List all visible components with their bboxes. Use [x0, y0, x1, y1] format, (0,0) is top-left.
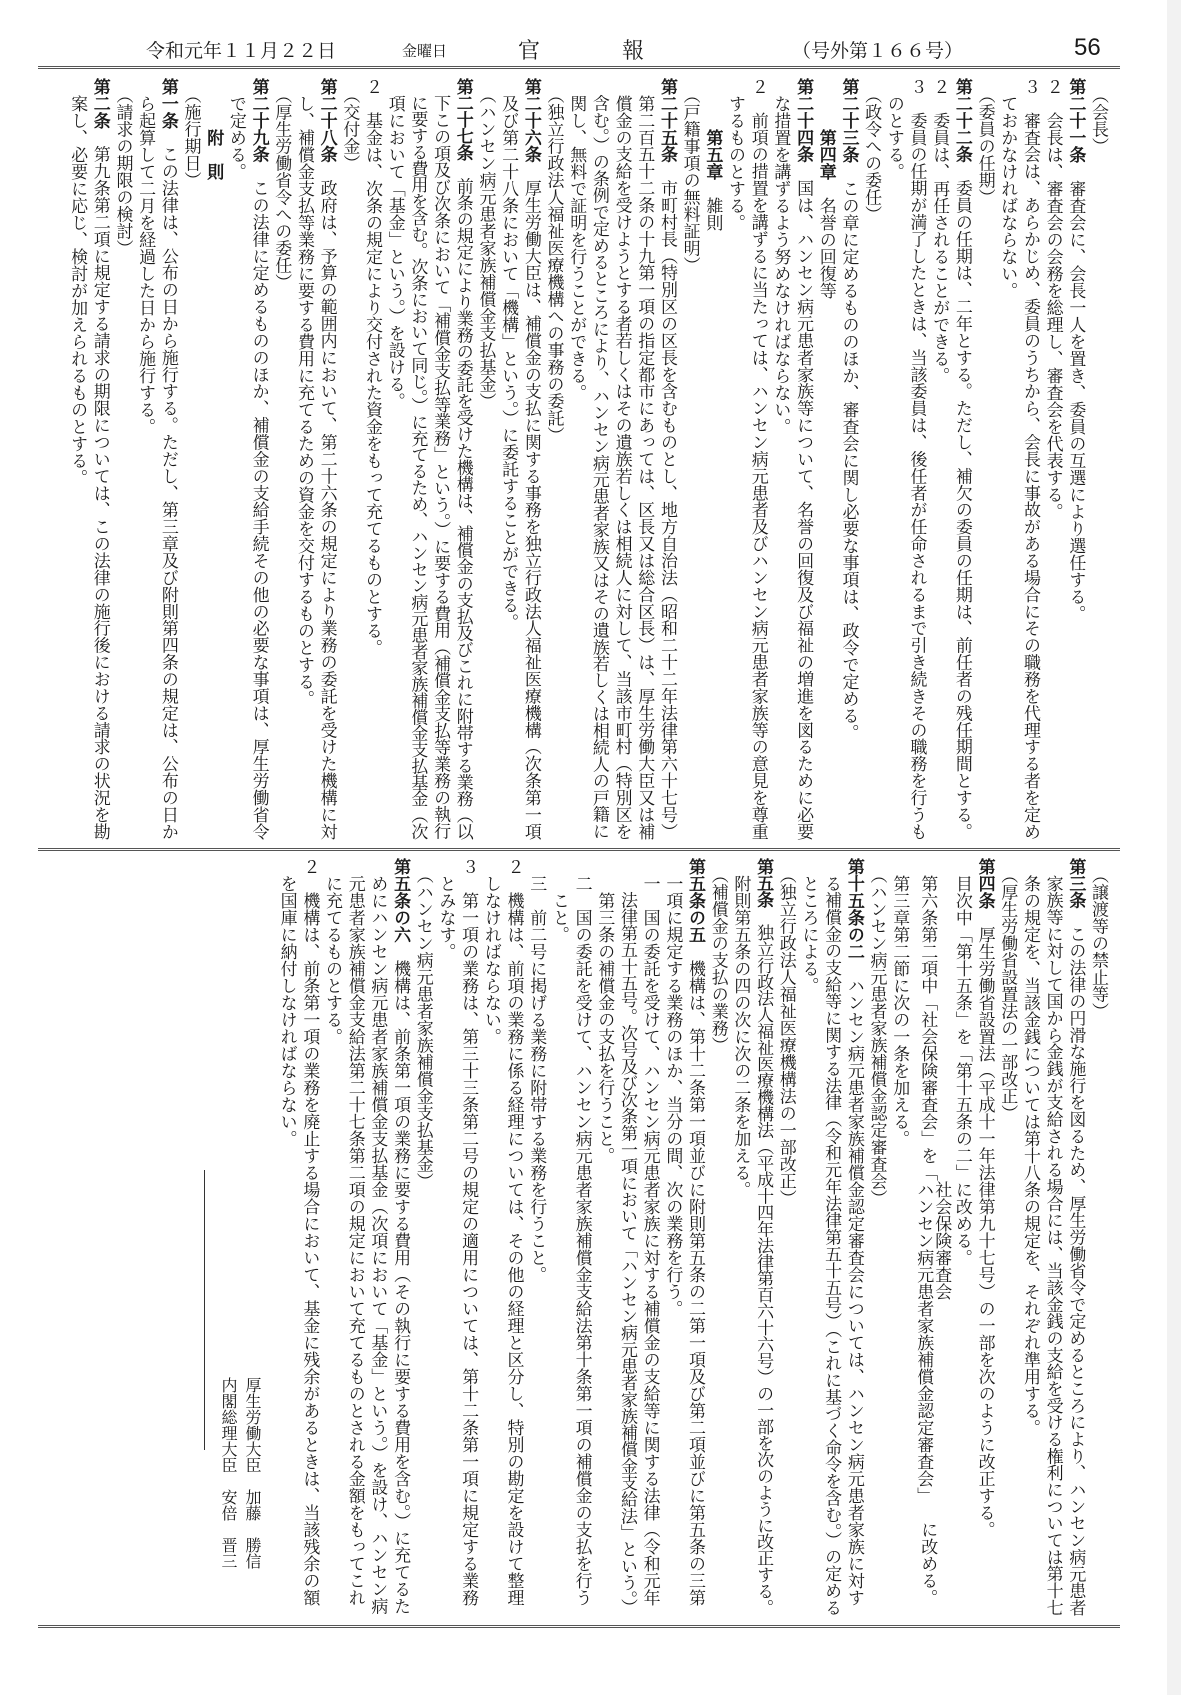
issue-number: （号外第１６６号）	[792, 40, 964, 62]
text-line	[406, 78, 429, 842]
line-text: る補償金の支給等に関する法律（令和元年法律第五十五号）（これに基づく命令を含む。）の定める	[821, 858, 842, 1616]
line-text: （厚生労働省設置法の一部改正）	[997, 858, 1018, 1122]
article-heading: 第二十八条	[316, 78, 337, 163]
text-line	[456, 858, 479, 1618]
line-text: 目次中「第十五条」を「第十五条の二」に改める。	[951, 858, 972, 1266]
article-heading: 第五章	[702, 78, 723, 180]
text-line	[905, 78, 928, 842]
text-line	[320, 858, 343, 1618]
article-heading: 第二十二条	[951, 78, 972, 163]
text-line	[1086, 858, 1109, 1618]
issue-date: 令和元年１１月２２日	[146, 40, 337, 62]
line-text: 二 国の委託を受けて、ハンセン病元患者家族補償金支給法第十条第一項の補償金の支払を行う	[571, 858, 592, 1606]
line-text: 一 国の委託を受けて、ハンセン病元患者家族に対する補償金の支給等に関する法律（令和元年	[639, 858, 660, 1606]
line-text: ２ 委員は、再任されることができる。	[929, 78, 950, 384]
text-line	[451, 78, 474, 842]
line-text: 厚生労働大臣は、補償金の支払に関する事務を独立行政法人福祉医療機構（次条第一項	[520, 162, 541, 840]
text-line	[950, 78, 973, 842]
line-text: 法律第五十五号。次号及び次条第一項において「ハンセン病元患者家族補償金支給法」という。）	[616, 858, 637, 1616]
text-line	[496, 78, 519, 842]
text-line	[411, 858, 434, 1618]
text-line	[156, 78, 179, 842]
line-text: 独立行政法人福祉医療機構法（平成十四年法律第百六十六号）の一部を次のように改正する。	[753, 907, 774, 1616]
line-text: 国は、ハンセン病元患者家族等について、名誉の回復及び福祉の増進を図るために必要	[793, 162, 814, 840]
text-line	[791, 78, 814, 842]
weekday: 金曜日	[402, 42, 448, 60]
text-line	[655, 78, 678, 842]
text-line	[746, 78, 769, 842]
gazette-title-char-2: 報	[622, 39, 645, 64]
line-text: ３ 委員の任期が満了したときは、当該委員は、後任者が任命されるまで引き続きその職務を行うも	[906, 78, 927, 840]
line-text: のとする。	[883, 78, 904, 180]
article-heading: 第二十九条	[248, 78, 269, 163]
article-heading: 第四条	[974, 858, 995, 909]
line-text: 雑則	[702, 180, 723, 231]
text-line	[593, 858, 616, 1618]
text-line	[610, 78, 633, 842]
text-line	[996, 78, 1019, 842]
text-line	[247, 78, 270, 842]
line-text: （ハンセン病元患者家族補償金認定審査会）	[866, 858, 887, 1207]
line-text: この法律に定めるもののほか、補償金の支給手続その他の必要な事項は、厚生労働省令	[248, 162, 269, 840]
text-line	[973, 858, 996, 1618]
text-line	[343, 858, 366, 1618]
text-line	[928, 78, 951, 842]
line-text: 元患者家族補償金支給法第二十七条第二項の規定において充てるものとされる金額をもってこれ	[344, 858, 365, 1606]
text-line	[547, 858, 570, 1618]
line-text: ３ 審査会は、あらかじめ、委員のうちから、会長に事故がある場合にその職務を代理する者を定め	[1019, 78, 1040, 840]
text-line	[814, 78, 837, 842]
upper-text-block	[59, 78, 1109, 842]
line-text: この章に定めるもののほか、審査会に関し必要な事項は、政令で定める。	[838, 163, 859, 741]
line-text: 市町村長（特別区の区長を含むものとし、地方自治法（昭和二十二年法律第六十七号）	[656, 162, 677, 840]
header-divider	[38, 66, 1120, 69]
text-line	[865, 858, 888, 1618]
line-text: （戸籍事項の無料証明）	[679, 78, 700, 274]
article-heading: 第五条	[753, 858, 774, 908]
text-line	[633, 78, 656, 842]
line-text: （会長）	[1088, 78, 1108, 155]
line-text: 第二百五十二条の十九第一項の指定都市にあっては、区長又は総合区長）は、厚生労働大臣又は補	[634, 78, 655, 840]
text-line	[383, 78, 406, 842]
article-heading: 第四章	[815, 78, 836, 180]
line-text: （補償金の支払の業務）	[707, 858, 728, 1054]
text-line	[638, 858, 661, 1618]
signature-divider	[204, 1170, 205, 1450]
text-line	[1018, 858, 1041, 1618]
line-text: 償金の支給を受けようとする者若しくはその遺族若しくは相続人に対して、当該市町村（特別区を	[611, 78, 632, 840]
line-text: を国庫に納付しなければならない。	[276, 858, 297, 1147]
text-line	[388, 858, 411, 1618]
text-line	[769, 78, 792, 842]
article-heading: 第五条の六	[390, 858, 411, 943]
text-line	[565, 78, 588, 842]
text-line	[973, 78, 996, 842]
line-text: 三 前二号に掲げる業務に附帯する業務を行うこと。	[526, 858, 547, 1283]
text-line	[133, 78, 156, 842]
line-text: （独立行政法人福祉医療機構への事務の委託）	[543, 78, 564, 444]
text-line	[683, 858, 706, 1618]
text-line	[525, 858, 548, 1618]
article-heading: 附 則	[203, 78, 224, 180]
text-line	[661, 858, 684, 1618]
text-line	[360, 78, 383, 842]
text-line	[338, 78, 361, 842]
line-text: に要する費用を含む。次条において同じ。）に充てるため、ハンセン病元患者家族補償金支払基金（次	[407, 78, 428, 840]
text-line	[570, 858, 593, 1618]
text-line	[1018, 78, 1041, 842]
line-text: 含む。）の条例で定めるところにより、ハンセン病元患者家族又はその遺族若しくは相続人の戸籍に	[588, 78, 609, 840]
text-line	[1064, 858, 1087, 1618]
line-text: ておかなければならない。	[997, 78, 1018, 299]
article-heading: 第三条	[1065, 858, 1086, 909]
line-text: ２ 会長は、審査会の会務を総理し、審査会を代表する。	[1042, 78, 1063, 520]
viewer-edge	[1167, 0, 1181, 1695]
text-line	[270, 78, 293, 842]
line-text: 第六条第二項中「社会保険審査会」を「	[917, 858, 938, 1181]
line-text: （ハンセン病元患者家族補償金支払基金）	[412, 858, 433, 1190]
line-text: ２ 前項の措置を講ずるに当たっては、ハンセン病元患者及びハンセン病元患者家族等の意見を尊重	[747, 78, 768, 840]
text-line	[292, 78, 315, 842]
text-line	[842, 858, 865, 1618]
text-line	[950, 858, 973, 1618]
line-text: 第三章第二節に次の一条を加える。	[889, 858, 910, 1147]
line-text: （政令への委任）	[861, 78, 882, 223]
signature-prime-minister: 内閣総理大臣 安倍 晋三	[219, 1377, 238, 1569]
text-line	[797, 858, 820, 1618]
lower-text-block	[259, 858, 1109, 1618]
text-line	[723, 78, 746, 842]
text-line	[882, 78, 905, 842]
signature-health-minister: 厚生労働大臣 加藤 勝信	[243, 1377, 262, 1569]
line-text: ２ 機構は、前項の業務に係る経理については、その他の経理と区分し、特別の勘定を設けて整理	[503, 858, 524, 1606]
split-line: ハンセン病元患者家族補償金認定審査会」	[913, 1181, 934, 1504]
text-line	[315, 78, 338, 842]
text-line	[751, 858, 774, 1618]
text-line	[701, 78, 724, 842]
line-text: で定める。	[225, 78, 246, 180]
line-text: （交付金）	[339, 78, 360, 172]
line-text: 審査会に、会長一人を置き、委員の互選により選任する。	[1065, 163, 1086, 622]
article-heading: 第二十六条	[520, 78, 541, 163]
line-text: 下この項及び次条において「補償金支払等業務」という。）に要する費用（補償金支払等業務の執行	[430, 78, 451, 840]
text-line	[519, 78, 542, 842]
line-text: （施行期日）	[180, 78, 201, 189]
text-line	[706, 858, 729, 1618]
text-line	[774, 858, 797, 1618]
text-line	[615, 858, 638, 1618]
split-annotation	[914, 1181, 950, 1504]
line-text: （厚生労働省令への委任）	[271, 78, 292, 291]
text-line	[179, 78, 202, 842]
line-text: ハンセン病元患者家族補償金認定審査会については、ハンセン病元患者家族に対す	[843, 960, 864, 1606]
line-text: 政府は、予算の範囲内において、第二十六条の規定により業務の委託を受けた機構に対	[316, 162, 337, 840]
line-text: 第三条の補償金の支払を行うこと。	[594, 858, 615, 1164]
text-line	[275, 858, 298, 1618]
line-text: し、補償金支払等業務に要する費用に充てるための資金を交付するものとする。	[293, 78, 314, 707]
text-line	[729, 858, 752, 1618]
text-line	[366, 858, 389, 1618]
article-heading: 第二条	[89, 78, 110, 129]
article-heading: 第十五条の二	[843, 858, 864, 960]
split-line: 社会保険審査会	[931, 1181, 952, 1300]
text-line	[859, 78, 882, 842]
line-text: 家族等に対して国から金銭が支給される場合には、当該金銭の支給を受ける権利については第十七	[1042, 858, 1063, 1616]
line-text: に充てるものとする。	[322, 858, 342, 1045]
line-text: （ハンセン病元患者家族補償金支払基金）	[475, 78, 496, 410]
line-text: ところによる。	[798, 858, 819, 994]
article-heading: 第二十三条	[838, 78, 859, 163]
gazette-title-char-1: 官	[518, 39, 541, 64]
article-heading: 第二十四条	[793, 78, 814, 163]
line-text: 及び第二十八条において「機構」という。）に委託することができる。	[498, 78, 519, 631]
line-text: 委員の任期は、二年とする。ただし、補欠の委員の任期は、前任者の残任期間とする。	[951, 162, 972, 840]
line-text: この法律の円滑な施行を図るため、厚生労働省令で定めるところにより、ハンセン病元患者	[1065, 908, 1086, 1616]
line-text: こと。	[548, 858, 569, 943]
line-text: 第九条第二項に規定する請求の期限については、この法律の施行後における請求の状況を勘	[89, 128, 110, 840]
article-heading: 第二十一条	[1065, 78, 1086, 163]
text-line	[474, 78, 497, 842]
line-text: しなければならない。	[480, 858, 501, 1045]
text-line	[542, 78, 565, 842]
line-text: 一項に規定する業務のほか、当分の間、次の業務を行う。	[662, 858, 683, 1317]
text-line	[819, 858, 842, 1618]
text-line	[434, 858, 457, 1618]
line-text: 附則第五条の四の次に次の二条を加える。	[730, 858, 751, 1198]
line-text: ２ 基金は、次条の規定により交付された資金をもって充てるものとする。	[362, 78, 382, 656]
footer-divider	[38, 1625, 1120, 1628]
text-line	[1041, 78, 1064, 842]
text-line	[910, 858, 950, 1618]
line-text: 機構は、第十二条第一項並びに附則第五条の二第一項及び第二項並びに第五条の三第	[685, 943, 705, 1606]
article-heading: 第一条	[157, 78, 178, 129]
text-line	[111, 78, 134, 842]
article-heading: 第五条の五	[685, 858, 705, 943]
line-text: ２ 機構は、前条第一項の業務を廃止する場合において、基金に残余があるときは、当該残余の額	[299, 858, 320, 1606]
line-text: ３ 第一項の業務は、第三十三条第二号の規定の適用については、第十二条第一項に規定する業務	[458, 858, 479, 1606]
page-number: 56	[1074, 34, 1101, 61]
line-text: とみなす。	[435, 858, 456, 960]
article-heading: 第二十五条	[656, 78, 677, 163]
line-text: 関し、無料で証明を行うことができる。	[566, 78, 587, 401]
line-text: するものとする。	[725, 78, 745, 231]
line-text: 厚生労働省設置法（平成十一年法律第九十七号）の一部を次のように改正する。	[974, 909, 995, 1538]
line-text: な措置を講ずるよう努めなければならない。	[770, 78, 791, 435]
text-line	[502, 858, 525, 1618]
line-text-after: に改める。	[917, 1504, 938, 1606]
text-line	[837, 78, 860, 842]
text-line	[428, 78, 451, 842]
line-text: この法律は、公布の日から施行する。ただし、第三章及び附則第四条の規定は、公布の日か	[157, 128, 178, 840]
text-line	[996, 858, 1019, 1618]
text-line	[88, 78, 111, 842]
text-line	[1041, 858, 1064, 1618]
line-text: ら起算して二月を経過した日から施行する。	[135, 78, 156, 435]
line-text: （独立行政法人福祉医療機構法の一部改正）	[775, 858, 796, 1207]
line-text: （譲渡等の禁止等）	[1088, 858, 1108, 1020]
text-line	[587, 78, 610, 842]
middle-divider	[38, 848, 1120, 851]
line-text: 案し、必要に応じ、検討が加えられるものとする。	[67, 78, 88, 486]
line-text: 機構は、前条第一項の業務に要する費用（その執行に要する費用を含む。）に充てるた	[390, 943, 411, 1615]
gazette-header	[0, 34, 1181, 66]
line-text: 条の規定を、当該金銭については第十八条の規定を、それぞれ準用する。	[1019, 858, 1040, 1436]
line-text: （委員の任期）	[974, 78, 995, 206]
text-line	[298, 858, 321, 1618]
line-text: 項において「基金」という。）を設ける。	[384, 78, 405, 410]
line-text: 前条の規定により業務の委託を受けた機構は、補償金の支払及びこれに附帯する業務（以	[452, 160, 473, 840]
text-line	[678, 78, 701, 842]
text-line	[479, 858, 502, 1618]
article-heading: 第二十七条	[452, 78, 473, 161]
text-line	[1086, 78, 1109, 842]
text-line	[65, 78, 88, 842]
line-text: めにハンセン病元患者家族補償金支払基金（次項において「基金」という。）を設け、ハンセン病	[367, 858, 388, 1615]
line-text: （請求の期限の検討）	[112, 78, 133, 257]
text-line	[224, 78, 247, 842]
text-line	[1064, 78, 1087, 842]
line-text: 名誉の回復等	[815, 180, 836, 299]
text-line	[202, 78, 225, 842]
